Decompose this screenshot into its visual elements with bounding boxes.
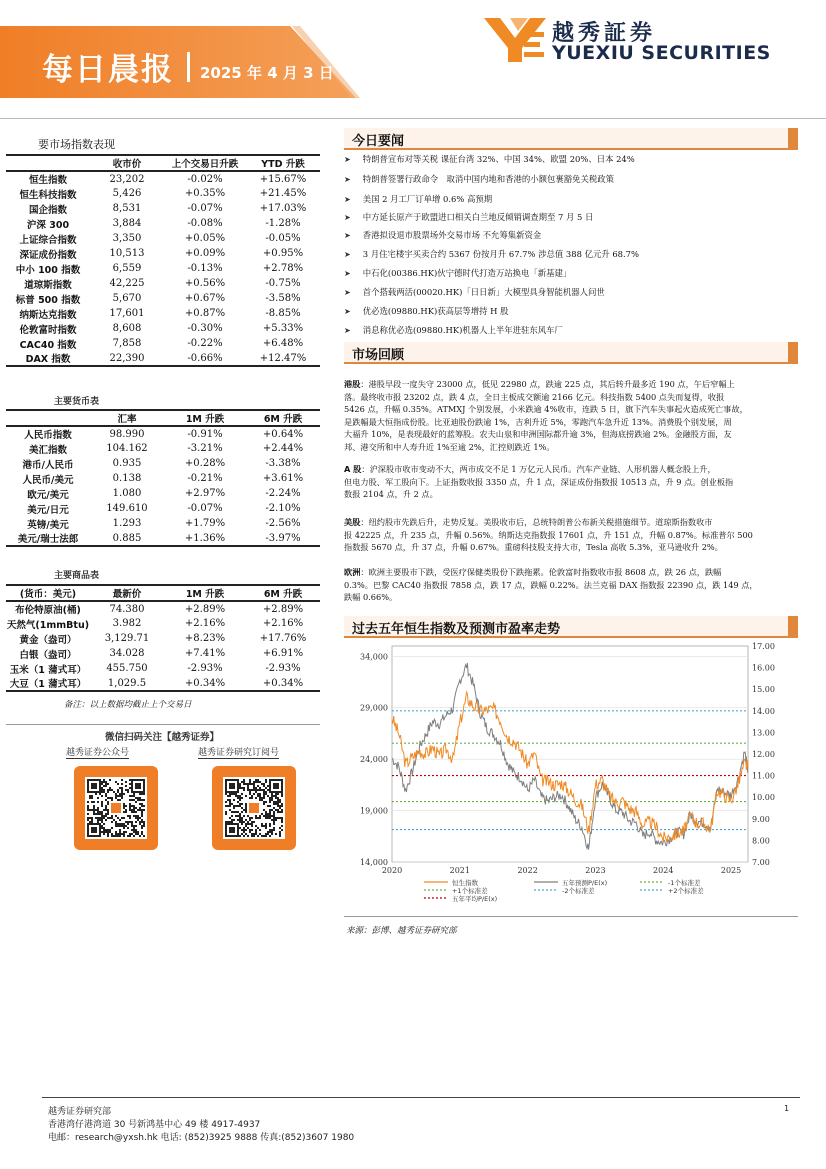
cell-value: +0.95% — [262, 248, 304, 259]
legend-label: -1个标准差 — [668, 879, 701, 887]
row-label: 上证综合指数 — [19, 234, 77, 246]
cell-value: +3.61% — [262, 473, 304, 484]
row-label: 布伦特原油(桶) — [15, 605, 81, 616]
cell-value: 22,390 — [90, 351, 164, 366]
table-row — [6, 441, 320, 456]
news-item: ➤ 特朗普宣布对等关税 课征台湾 32%、中国 34%、欧盟 20%、日本 24% — [344, 154, 635, 164]
y-right-tick-label: 17.00 — [752, 642, 775, 651]
legend-label: 五年平均P/E(x) — [452, 895, 498, 903]
cell-value: +2.78% — [262, 263, 304, 274]
cell-value: -1.28% — [265, 218, 301, 229]
cell-value: 10,513 — [109, 248, 145, 259]
yuexiu-logo-icon — [484, 18, 546, 62]
row-label: 沪深 300 — [26, 219, 70, 231]
footer-address: 香港湾仔港湾道 30 号新鸿基中心 49 楼 4917-4937 — [48, 1120, 261, 1130]
cell-value: 5,670 — [112, 293, 142, 304]
column-header: 6M 升跌 — [246, 410, 320, 426]
footer-contact[interactable]: 电邮：research@yxsh.hk 电话: (852)3925 9888 传真:(852)3607 1980 — [48, 1133, 355, 1143]
y-left-tick-label: 14,000 — [360, 858, 388, 867]
y-left-tick-label: 19,000 — [360, 806, 388, 816]
news-item: ➤ 3 月住宅楼宇买卖合约 5367 份按月升 67.7% 涉总值 388 亿元升 68.7% — [344, 249, 639, 259]
arrow-bullet-icon: ➤ — [344, 307, 351, 316]
row-label: 标普 500 指数 — [15, 294, 81, 306]
x-tick-label: 2021 — [449, 866, 470, 875]
table-row — [6, 631, 320, 646]
cell-value: -0.13% — [187, 263, 223, 274]
cell-value: +0.87% — [184, 308, 226, 319]
row-label: 美元/日元 — [27, 504, 69, 516]
row-label: 人民币指数 — [24, 430, 72, 441]
wechat-right-label: 越秀证券研究订阅号 — [198, 745, 279, 759]
table-row — [6, 616, 320, 631]
cell-value: +0.28% — [184, 458, 226, 469]
report-date: 2025 年 4 月 3 日 — [200, 64, 334, 82]
cell-value: -0.22% — [187, 338, 223, 349]
footer-dept: 越秀证券研究部 — [48, 1107, 112, 1117]
table-row — [6, 306, 320, 321]
qr-code-icon[interactable] — [223, 777, 285, 839]
cell-value: +5.33% — [262, 323, 304, 334]
cell-value: 0.138 — [112, 473, 142, 484]
divider — [344, 916, 798, 917]
cell-value: -8.85% — [265, 308, 301, 319]
table-row — [6, 171, 320, 186]
cell-value: -3.58% — [265, 293, 301, 304]
cell-value: +21.45% — [259, 188, 307, 199]
series-line-pe — [392, 663, 748, 850]
cell-value: 1.293 — [112, 518, 142, 529]
table-row — [6, 646, 320, 661]
cell-value: -0.02% — [187, 173, 223, 185]
row-label: 欧元/美元 — [27, 489, 69, 501]
cell-value: -0.08% — [187, 218, 223, 229]
footer-rule — [42, 1097, 800, 1098]
column-header: 最新价 — [90, 585, 164, 601]
column-header: 上个交易日升跌 — [164, 155, 246, 171]
row-label: 玉米（1 蒲式耳） — [9, 664, 87, 676]
cell-value: 98.990 — [109, 428, 145, 440]
table-header-row — [6, 155, 320, 171]
cell-value: 3.982 — [112, 618, 142, 629]
column-header: YTD 升跌 — [246, 155, 320, 171]
column-header: (货币：美元) — [6, 585, 90, 601]
top-rule — [0, 118, 826, 119]
y-left-tick-label: 34,000 — [360, 652, 388, 662]
cell-value: +1.36% — [164, 531, 246, 546]
y-right-tick-label: 12.00 — [752, 750, 775, 759]
arrow-bullet-icon: ➤ — [344, 195, 351, 204]
legend-label: 五年预测P/E(x) — [562, 879, 608, 887]
row-label: 国企指数 — [28, 204, 67, 216]
commodities-table — [6, 584, 320, 692]
cell-value: +6.91% — [262, 648, 304, 659]
market-title: 市场回顾 — [352, 348, 405, 363]
news-item: ➤ 优必选(09880.HK)获高层等增持 H 股 — [344, 306, 509, 316]
divider — [6, 724, 320, 725]
header-accent — [788, 342, 798, 364]
cell-value: +2.89% — [184, 603, 226, 615]
cell-value: 42,225 — [109, 278, 145, 289]
news-item: ➤ 香港拟设退市股票场外交易市场 不允筹集新资金 — [344, 230, 542, 240]
x-tick-label: 2023 — [585, 866, 606, 875]
cell-value: 5,426 — [112, 188, 142, 199]
cell-value: 3,129.71 — [104, 633, 150, 644]
table-row — [6, 336, 320, 351]
cell-value: -2.56% — [265, 518, 301, 529]
currencies-section-title: 主要货币表 — [54, 397, 100, 407]
table-row — [6, 516, 320, 531]
table-header-row — [6, 410, 320, 426]
table-row — [6, 186, 320, 201]
cell-value: +0.67% — [184, 293, 226, 304]
y-right-tick-label: 7.00 — [752, 858, 770, 867]
column-header — [6, 155, 90, 171]
cell-value: 0.885 — [90, 531, 164, 546]
arrow-bullet-icon: ➤ — [344, 269, 351, 278]
hsi-pe-chart — [344, 638, 798, 908]
row-label: 中小 100 指数 — [15, 264, 81, 276]
y-right-tick-label: 14.00 — [752, 706, 775, 716]
news-item: ➤ 特朗普签署行政命令 取消中国内地和香港的小额包裹豁免关税政策 — [344, 174, 614, 184]
cell-value: -2.10% — [265, 503, 301, 514]
cell-value: -2.93% — [187, 663, 223, 674]
cell-value: +0.35% — [184, 188, 226, 199]
table-row — [6, 216, 320, 231]
header-accent — [788, 616, 798, 638]
y-left-tick-label: 29,000 — [360, 703, 388, 713]
cell-value: +2.44% — [262, 443, 304, 454]
table-row — [6, 201, 320, 216]
arrow-bullet-icon: ➤ — [344, 175, 351, 184]
indices-section-title: 要市场指数表现 — [38, 138, 115, 151]
y-right-tick-label: 8.00 — [752, 836, 770, 846]
x-tick-label: 2025 — [720, 866, 742, 875]
currencies-table — [6, 409, 320, 547]
brand-name-en: YUEXIU SECURITIES — [552, 42, 771, 64]
row-label: 美汇指数 — [28, 444, 67, 456]
header-accent — [788, 128, 798, 150]
market-header — [344, 342, 798, 364]
arrow-bullet-icon: ➤ — [344, 155, 351, 164]
arrow-bullet-icon: ➤ — [344, 250, 351, 259]
cell-value: -0.30% — [187, 323, 223, 334]
row-label: 美元/瑞士法郎 — [6, 531, 90, 546]
cell-value: +7.41% — [184, 648, 226, 659]
row-label: 大豆（1 蒲式耳） — [6, 676, 90, 691]
row-label: DAX 指数 — [6, 351, 90, 366]
table-row — [6, 486, 320, 501]
cell-value: +12.47% — [246, 351, 320, 366]
column-header: 6M 升跌 — [246, 585, 320, 601]
row-label: 道琼斯指数 — [24, 279, 72, 291]
y-right-tick-label: 15.00 — [752, 685, 775, 695]
cell-value: +2.97% — [184, 488, 226, 499]
cell-value: +0.34% — [164, 676, 246, 691]
row-label: 人民币/美元 — [22, 474, 74, 486]
legend-label: 恒生指数 — [452, 879, 478, 887]
legend-label: +1个标准差 — [452, 887, 488, 895]
table-row — [6, 291, 320, 306]
cell-value: 34.028 — [109, 648, 145, 659]
cell-value: 17,601 — [109, 308, 145, 319]
cell-value: -3.38% — [265, 458, 301, 469]
cell-value: +1.79% — [184, 518, 226, 529]
brand-name-cn: 越秀証券 — [552, 21, 657, 46]
row-label: 黄金（盎司） — [19, 634, 77, 646]
table-row — [6, 601, 320, 616]
cell-value: +2.16% — [262, 618, 304, 629]
legend-label: -2个标准差 — [562, 887, 595, 895]
y-left-tick-label: 24,000 — [360, 755, 388, 765]
wechat-title: 微信扫码关注【越秀证券】 — [105, 732, 220, 743]
y-right-tick-label: 11.00 — [752, 771, 775, 781]
cell-value: +2.89% — [262, 603, 304, 615]
cell-value: 3,884 — [112, 218, 142, 229]
news-item: ➤ 消息称优必选(09880.HK)机器人上半年进驻东风车厂 — [344, 325, 563, 335]
table-row — [6, 351, 320, 366]
chart-source: 来源：彭博、越秀证券研究部 — [346, 926, 457, 936]
news-item: ➤ 首个搭载两活(00020.HK)「日日新」大模型具身智能机器人问世 — [344, 287, 605, 297]
cell-value: -0.75% — [265, 278, 301, 289]
row-label: CAC40 指数 — [19, 339, 77, 351]
table-row — [6, 231, 320, 246]
market-paragraph-hk: 港股：港股早段一度失守 23000 点，低见 22980 点，跌逾 225 点，其后转升最多近 190 点，午后窄幅上 落。最终收市报 23202 点，跌 4 点，全日主板成交额逾 2166 亿元。科技指数 5400 点失而复得，收报 5426 点，升幅 0.35%。ATMXJ 个别发展，小米跌逾 4%收市，连跌 5 日，旗下汽车失事起火造成死亡事故， 是跌幅最大恒指成份股。比亚迪股份跌逾 1%，吉利升近 5%，零跑汽车急升近 13%。消费股个别发展，周 大福升 10%，是表现最好的蓝筹股。农夫山泉和申洲国际都升逾 3%，但海底捞跌逾 2%。金融股方面，友 邦、港交所和中人寿升近 1%至逾 2%，汇控则跌近 1%。 — [344, 379, 748, 452]
table-header-row — [6, 585, 320, 601]
chart-title: 过去五年恒生指数及预测市盈率走势 — [352, 622, 561, 637]
news-item: ➤ 美国 2 月工厂订单增 0.6% 高预期 — [344, 194, 493, 204]
qr-code-icon[interactable] — [85, 777, 147, 839]
cell-value: -0.07% — [187, 503, 223, 514]
table-row — [6, 426, 320, 441]
series-line-hsi — [392, 692, 748, 842]
table-row — [6, 321, 320, 336]
cell-value: -0.91% — [187, 428, 223, 440]
y-right-tick-label: 13.00 — [752, 728, 775, 738]
cell-value: -0.05% — [265, 233, 301, 244]
row-label: 白银（盎司） — [19, 649, 77, 661]
cell-value: -2.93% — [265, 663, 301, 674]
cell-value: +17.03% — [259, 203, 307, 214]
cell-value: +0.56% — [184, 278, 226, 289]
commodities-section-title: 主要商品表 — [54, 571, 100, 581]
cell-value: 149.610 — [106, 503, 148, 514]
row-label: 港币/人民币 — [22, 459, 74, 471]
row-label: 恒生科技指数 — [19, 189, 77, 201]
cell-value: 104.162 — [106, 443, 148, 454]
cell-value: -0.07% — [187, 203, 223, 214]
cell-value: -2.24% — [265, 488, 301, 499]
cell-value: 8,608 — [112, 323, 142, 334]
arrow-bullet-icon: ➤ — [344, 213, 351, 222]
row-label: 纳斯达克指数 — [19, 309, 77, 321]
cell-value: +0.09% — [184, 248, 226, 259]
y-right-tick-label: 9.00 — [752, 814, 770, 824]
cell-value: -3.21% — [187, 443, 223, 454]
arrow-bullet-icon: ➤ — [344, 288, 351, 297]
cell-value: 7,858 — [112, 338, 142, 349]
column-header: 汇率 — [90, 410, 164, 426]
table-row — [6, 501, 320, 516]
table-row — [6, 531, 320, 546]
cell-value: +15.67% — [259, 173, 307, 185]
table-row — [6, 261, 320, 276]
column-header: 1M 升跌 — [164, 410, 246, 426]
cell-value: +17.76% — [259, 633, 307, 644]
arrow-bullet-icon: ➤ — [344, 326, 351, 335]
column-header: 收市价 — [90, 155, 164, 171]
cell-value: +0.34% — [246, 676, 320, 691]
cell-value: 455.750 — [106, 663, 148, 674]
news-item: ➤ 中方延长原产于欧盟进口相关白兰地反倾销调查期至 7 月 5 日 — [344, 212, 594, 222]
table-row — [6, 471, 320, 486]
x-tick-label: 2020 — [381, 866, 403, 875]
table-row — [6, 276, 320, 291]
legend-label: +2个标准差 — [668, 887, 704, 895]
cell-value: 6,559 — [112, 263, 142, 274]
market-paragraph-eu: 欧洲：欧洲主要股市下跌，受医疗保健类股份下跌拖累。伦敦富时指数收市报 8608 点，跌 26 点，跌幅 0.3%。巴黎 CAC40 指数报 7858 点，跌 17 点，跌幅 0.22%。法兰克福 DAX 指数报 22390 点，跌 149 点， 跌幅 0.66%。 — [344, 567, 758, 602]
cell-value: +0.05% — [184, 233, 226, 244]
x-tick-label: 2024 — [653, 866, 674, 875]
market-paragraph-us: 美股：纽约股市先跌后升，走势反复。美股收市后，总统特朗普公布新关税措施细节。道琼斯指数收市 报 42225 点，升 235 点，升幅 0.56%。纳斯达克指数报 17601 点，升 151 点，升幅 0.87%。标准普尔 500 指数报 5670 点，升 37 点，升幅 0.67%。重磅科技股支持大市，Tesla 高收 5.3%，亚马逊收升 2%。 — [344, 517, 753, 552]
y-right-tick-label: 10.00 — [752, 793, 775, 803]
cell-value: -0.66% — [164, 351, 246, 366]
market-paragraph-ashare: A 股：沪深股市收市变动不大，两市成交不足 1 万亿元人民币。汽车产业链、人形机器人概念股上升， 但电力股、军工股向下。上证指数收报 3350 点，升 1 点，深证成份指数报 10513 点，升 9 点。创业板指 数报 2104 点，升 2 点。 — [344, 464, 734, 499]
cell-value: +6.48% — [262, 338, 304, 349]
column-header: 1M 升跌 — [164, 585, 246, 601]
table-row — [6, 246, 320, 261]
cell-value: +0.64% — [262, 428, 304, 440]
row-label: 伦敦富时指数 — [19, 324, 77, 336]
news-item: ➤ 中石化(00386.HK)伙宁德时代打造万站换电「新基建」 — [344, 268, 572, 278]
cell-value: +8.23% — [184, 633, 226, 644]
wechat-left-label: 越秀证券公众号 — [66, 745, 129, 759]
title-separator — [187, 52, 190, 82]
chart-header — [344, 616, 798, 638]
cell-value: 3,350 — [112, 233, 142, 244]
cell-value: 1,029.5 — [90, 676, 164, 691]
news-title: 今日要闻 — [352, 134, 405, 149]
row-label: 天然气(1mmBtu) — [6, 619, 90, 631]
arrow-bullet-icon: ➤ — [344, 231, 351, 240]
row-label: 深证成份指数 — [19, 249, 77, 261]
news-header — [344, 128, 798, 150]
x-tick-label: 2022 — [517, 866, 538, 875]
cell-value: -3.97% — [246, 531, 320, 546]
page-number: 1 — [784, 1104, 790, 1113]
cell-value: 1.080 — [112, 488, 142, 499]
table-row — [6, 456, 320, 471]
row-label: 英镑/美元 — [27, 519, 69, 531]
table-row — [6, 676, 320, 691]
cell-value: 0.935 — [112, 458, 142, 469]
y-right-tick-label: 16.00 — [752, 663, 775, 673]
report-title: 每日晨报 — [42, 52, 174, 88]
table-row — [6, 661, 320, 676]
column-header — [6, 410, 90, 426]
commodities-note: 备注：以上数据均截止上个交易日 — [64, 700, 192, 710]
row-label: 恒生指数 — [28, 175, 67, 186]
indices-table — [6, 154, 320, 367]
cell-value: 8,531 — [112, 203, 142, 214]
cell-value: 23,202 — [109, 173, 145, 185]
cell-value: 74.380 — [109, 603, 145, 615]
cell-value: -0.21% — [187, 473, 223, 484]
cell-value: +2.16% — [184, 618, 226, 629]
